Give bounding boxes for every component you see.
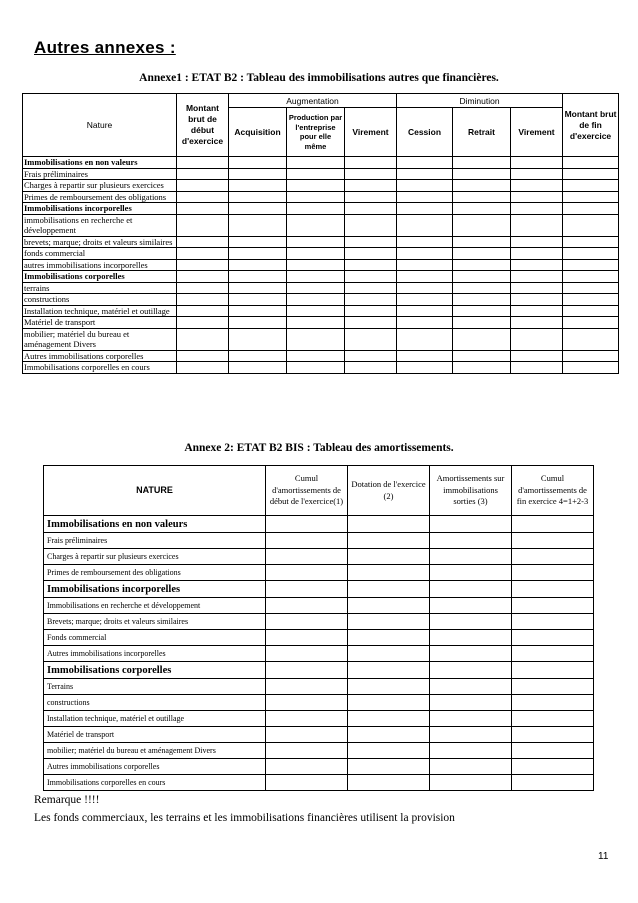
empty-cell[interactable]: [348, 581, 430, 598]
empty-cell[interactable]: [177, 157, 229, 169]
empty-cell[interactable]: [348, 759, 430, 775]
section-label: Immobilisations en non valeurs: [44, 516, 266, 533]
empty-cell[interactable]: [287, 350, 345, 362]
empty-cell[interactable]: [345, 282, 397, 294]
row-label: Autres immobilisations corporelles: [23, 350, 177, 362]
row-label: Brevets; marque; droits et valeurs similaires: [44, 614, 266, 630]
empty-cell[interactable]: [229, 271, 287, 283]
table-row: [44, 775, 594, 791]
empty-cell[interactable]: [512, 533, 594, 549]
empty-cell[interactable]: [563, 180, 619, 192]
empty-cell[interactable]: [266, 695, 348, 711]
empty-cell[interactable]: [177, 294, 229, 306]
empty-cell[interactable]: [287, 362, 345, 374]
empty-cell[interactable]: [229, 317, 287, 329]
empty-cell[interactable]: [397, 180, 453, 192]
row-label: Immobilisations corporelles en cours: [23, 362, 177, 374]
empty-cell[interactable]: [266, 759, 348, 775]
empty-cell[interactable]: [512, 581, 594, 598]
empty-cell[interactable]: [348, 516, 430, 533]
empty-cell[interactable]: [229, 294, 287, 306]
empty-cell[interactable]: [397, 214, 453, 236]
empty-cell[interactable]: [511, 157, 563, 169]
empty-cell[interactable]: [430, 549, 512, 565]
table-row: [44, 614, 594, 630]
table-row: [23, 214, 619, 236]
empty-cell[interactable]: [287, 305, 345, 317]
empty-cell[interactable]: [345, 168, 397, 180]
empty-cell[interactable]: [266, 549, 348, 565]
empty-cell[interactable]: [345, 214, 397, 236]
section-label: Immobilisations incorporelles: [44, 581, 266, 598]
empty-cell[interactable]: [512, 743, 594, 759]
empty-cell[interactable]: [397, 328, 453, 350]
empty-cell[interactable]: [266, 630, 348, 646]
empty-cell[interactable]: [177, 168, 229, 180]
empty-cell[interactable]: [563, 248, 619, 260]
immobilisations-table: [22, 93, 619, 374]
empty-cell[interactable]: [511, 362, 563, 374]
empty-cell[interactable]: [563, 271, 619, 283]
row-label: Fonds commercial: [44, 630, 266, 646]
header-virement-aug: Virement: [345, 108, 397, 157]
empty-cell[interactable]: [348, 727, 430, 743]
empty-cell[interactable]: [229, 214, 287, 236]
header-nature-2: NATURE: [44, 466, 266, 516]
empty-cell[interactable]: [430, 775, 512, 791]
empty-cell[interactable]: [511, 259, 563, 271]
empty-cell[interactable]: [287, 168, 345, 180]
row-label: Autres immobilisations incorporelles: [44, 646, 266, 662]
empty-cell[interactable]: [345, 157, 397, 169]
header-retrait: Retrait: [453, 108, 511, 157]
row-label: Installation technique, matériel et outillage: [44, 711, 266, 727]
empty-cell[interactable]: [397, 168, 453, 180]
empty-cell[interactable]: [512, 598, 594, 614]
table-row: [44, 743, 594, 759]
empty-cell[interactable]: [430, 743, 512, 759]
empty-cell[interactable]: [348, 614, 430, 630]
page-heading: Autres annexes :: [34, 38, 176, 57]
empty-cell[interactable]: [397, 203, 453, 215]
empty-cell[interactable]: [177, 248, 229, 260]
remark-title: Remarque !!!!: [34, 794, 100, 806]
empty-cell[interactable]: [511, 328, 563, 350]
empty-cell[interactable]: [287, 248, 345, 260]
empty-cell[interactable]: [453, 248, 511, 260]
table-row: [23, 191, 619, 203]
empty-cell[interactable]: [511, 203, 563, 215]
empty-cell[interactable]: [512, 727, 594, 743]
empty-cell[interactable]: [430, 565, 512, 581]
empty-cell[interactable]: [453, 168, 511, 180]
table-row: [23, 362, 619, 374]
empty-cell[interactable]: [512, 759, 594, 775]
empty-cell[interactable]: [430, 581, 512, 598]
empty-cell[interactable]: [287, 317, 345, 329]
table-row: [44, 727, 594, 743]
table-row: [23, 203, 619, 215]
empty-cell[interactable]: [511, 236, 563, 248]
empty-cell[interactable]: [177, 271, 229, 283]
empty-cell[interactable]: [266, 743, 348, 759]
empty-cell[interactable]: [430, 759, 512, 775]
row-label: Autres immobilisations corporelles: [44, 759, 266, 775]
empty-cell[interactable]: [397, 317, 453, 329]
empty-cell[interactable]: [563, 362, 619, 374]
empty-cell[interactable]: [266, 646, 348, 662]
header-diminution: Diminution: [397, 94, 563, 108]
empty-cell[interactable]: [229, 328, 287, 350]
empty-cell[interactable]: [348, 695, 430, 711]
empty-cell[interactable]: [430, 711, 512, 727]
empty-cell[interactable]: [511, 317, 563, 329]
table-row: [23, 259, 619, 271]
empty-cell[interactable]: [512, 775, 594, 791]
empty-cell[interactable]: [512, 711, 594, 727]
empty-cell[interactable]: [229, 203, 287, 215]
empty-cell[interactable]: [345, 191, 397, 203]
empty-cell[interactable]: [266, 662, 348, 679]
empty-cell[interactable]: [453, 214, 511, 236]
empty-cell[interactable]: [453, 328, 511, 350]
empty-cell[interactable]: [563, 191, 619, 203]
empty-cell[interactable]: [511, 248, 563, 260]
row-label: immobilisations en recherche et développement: [23, 214, 177, 236]
empty-cell[interactable]: [453, 294, 511, 306]
empty-cell[interactable]: [229, 157, 287, 169]
empty-cell[interactable]: [453, 236, 511, 248]
header-acquisition: Acquisition: [229, 108, 287, 157]
empty-cell[interactable]: [512, 679, 594, 695]
empty-cell[interactable]: [512, 549, 594, 565]
empty-cell[interactable]: [177, 236, 229, 248]
empty-cell[interactable]: [287, 294, 345, 306]
table-row: [44, 759, 594, 775]
empty-cell[interactable]: [430, 614, 512, 630]
empty-cell[interactable]: [348, 662, 430, 679]
section-label: Immobilisations incorporelles: [23, 203, 177, 215]
row-label: fonds commercial: [23, 248, 177, 260]
empty-cell[interactable]: [345, 259, 397, 271]
empty-cell[interactable]: [345, 271, 397, 283]
empty-cell[interactable]: [287, 157, 345, 169]
empty-cell[interactable]: [563, 259, 619, 271]
empty-cell[interactable]: [512, 662, 594, 679]
empty-cell[interactable]: [397, 157, 453, 169]
empty-cell[interactable]: [453, 203, 511, 215]
empty-cell[interactable]: [512, 614, 594, 630]
row-label: Frais préliminaires: [23, 168, 177, 180]
empty-cell[interactable]: [287, 203, 345, 215]
table-row: [23, 317, 619, 329]
empty-cell[interactable]: [229, 305, 287, 317]
empty-cell[interactable]: [563, 168, 619, 180]
empty-cell[interactable]: [563, 350, 619, 362]
empty-cell[interactable]: [345, 180, 397, 192]
empty-cell[interactable]: [229, 236, 287, 248]
empty-cell[interactable]: [397, 248, 453, 260]
empty-cell[interactable]: [177, 203, 229, 215]
empty-cell[interactable]: [453, 157, 511, 169]
empty-cell[interactable]: [453, 271, 511, 283]
table-row: [44, 516, 594, 533]
empty-cell[interactable]: [266, 727, 348, 743]
empty-cell[interactable]: [287, 191, 345, 203]
empty-cell[interactable]: [511, 294, 563, 306]
empty-cell[interactable]: [287, 259, 345, 271]
empty-cell[interactable]: [345, 294, 397, 306]
row-label: Charges à repartir sur plusieurs exercices: [44, 549, 266, 565]
table-row: [23, 180, 619, 192]
header-amort-out: Amortissements sur immobilisations sorties (3): [430, 466, 512, 516]
row-label: Matériel de transport: [44, 727, 266, 743]
empty-cell[interactable]: [453, 180, 511, 192]
empty-cell[interactable]: [287, 328, 345, 350]
empty-cell[interactable]: [563, 203, 619, 215]
table-row: [23, 168, 619, 180]
empty-cell[interactable]: [397, 271, 453, 283]
empty-cell[interactable]: [430, 695, 512, 711]
row-label: Matériel de transport: [23, 317, 177, 329]
empty-cell[interactable]: [345, 236, 397, 248]
empty-cell[interactable]: [511, 180, 563, 192]
amortissements-table: [43, 465, 594, 791]
empty-cell[interactable]: [345, 305, 397, 317]
header-production: Production par l'entreprise pour elle même: [287, 108, 345, 157]
empty-cell[interactable]: [512, 646, 594, 662]
empty-cell[interactable]: [348, 646, 430, 662]
empty-cell[interactable]: [345, 328, 397, 350]
empty-cell[interactable]: [430, 679, 512, 695]
empty-cell[interactable]: [266, 598, 348, 614]
empty-cell[interactable]: [348, 565, 430, 581]
section-label: Immobilisations corporelles: [23, 271, 177, 283]
header-gross-end: Montant brut de fin d'exercice: [563, 94, 619, 157]
empty-cell[interactable]: [348, 711, 430, 727]
empty-cell[interactable]: [512, 565, 594, 581]
header-gross-start: Montant brut de début d'exercice: [177, 94, 229, 157]
table-row: [44, 711, 594, 727]
table-row: [44, 630, 594, 646]
empty-cell[interactable]: [512, 695, 594, 711]
empty-cell[interactable]: [348, 630, 430, 646]
row-label: mobilier; matériel du bureau et aménagement Divers: [23, 328, 177, 350]
empty-cell[interactable]: [345, 317, 397, 329]
empty-cell[interactable]: [397, 259, 453, 271]
table-row: [23, 157, 619, 169]
empty-cell[interactable]: [266, 516, 348, 533]
row-label: Frais préliminaires: [44, 533, 266, 549]
empty-cell[interactable]: [177, 259, 229, 271]
table-row: [44, 549, 594, 565]
row-label: Terrains: [44, 679, 266, 695]
table-row: [44, 533, 594, 549]
empty-cell[interactable]: [348, 743, 430, 759]
remark-text: Les fonds commerciaux, les terrains et les immobilisations financières utilisent la provision: [34, 812, 455, 824]
table-row: [23, 294, 619, 306]
empty-cell[interactable]: [177, 282, 229, 294]
empty-cell[interactable]: [430, 598, 512, 614]
empty-cell[interactable]: [229, 248, 287, 260]
row-label: constructions: [23, 294, 177, 306]
empty-cell[interactable]: [397, 362, 453, 374]
empty-cell[interactable]: [266, 679, 348, 695]
empty-cell[interactable]: [397, 305, 453, 317]
empty-cell[interactable]: [512, 630, 594, 646]
empty-cell[interactable]: [453, 362, 511, 374]
table-row: [23, 236, 619, 248]
empty-cell[interactable]: [563, 236, 619, 248]
empty-cell[interactable]: [266, 775, 348, 791]
header-cession: Cession: [397, 108, 453, 157]
header-cumul-end: Cumul d'amortissements de fin exercice 4=1+2-3: [512, 466, 594, 516]
empty-cell[interactable]: [397, 191, 453, 203]
empty-cell[interactable]: [430, 533, 512, 549]
header-dotation: Dotation de l'exercice (2): [348, 466, 430, 516]
table-row: [44, 662, 594, 679]
row-label: terrains: [23, 282, 177, 294]
header-cumul-start: Cumul d'amortissements de début de l'exercice(1): [266, 466, 348, 516]
empty-cell[interactable]: [177, 362, 229, 374]
empty-cell[interactable]: [348, 775, 430, 791]
empty-cell[interactable]: [511, 191, 563, 203]
empty-cell[interactable]: [563, 305, 619, 317]
empty-cell[interactable]: [453, 191, 511, 203]
empty-cell[interactable]: [229, 168, 287, 180]
empty-cell[interactable]: [511, 168, 563, 180]
empty-cell[interactable]: [563, 214, 619, 236]
empty-cell[interactable]: [266, 581, 348, 598]
empty-cell[interactable]: [345, 248, 397, 260]
empty-cell[interactable]: [266, 711, 348, 727]
empty-cell[interactable]: [287, 271, 345, 283]
empty-cell[interactable]: [345, 350, 397, 362]
table-row: [23, 271, 619, 283]
empty-cell[interactable]: [430, 630, 512, 646]
row-label: constructions: [44, 695, 266, 711]
empty-cell[interactable]: [229, 282, 287, 294]
section-label: Immobilisations corporelles: [44, 662, 266, 679]
empty-cell[interactable]: [177, 317, 229, 329]
table-row: [44, 565, 594, 581]
empty-cell[interactable]: [229, 259, 287, 271]
table-row: [23, 282, 619, 294]
page-number: 11: [598, 851, 609, 862]
table-row: [44, 679, 594, 695]
row-label: Installation technique, matériel et outillage: [23, 305, 177, 317]
table-row: [23, 248, 619, 260]
empty-cell[interactable]: [430, 727, 512, 743]
empty-cell[interactable]: [453, 282, 511, 294]
empty-cell[interactable]: [348, 598, 430, 614]
table-row: [44, 646, 594, 662]
empty-cell[interactable]: [287, 180, 345, 192]
empty-cell[interactable]: [563, 317, 619, 329]
empty-cell[interactable]: [453, 350, 511, 362]
empty-cell[interactable]: [229, 362, 287, 374]
empty-cell[interactable]: [563, 328, 619, 350]
empty-cell[interactable]: [397, 294, 453, 306]
row-label: autres immobilisations incorporelles: [23, 259, 177, 271]
table-row: [44, 581, 594, 598]
empty-cell[interactable]: [512, 516, 594, 533]
empty-cell[interactable]: [511, 305, 563, 317]
empty-cell[interactable]: [511, 271, 563, 283]
table-row: [23, 350, 619, 362]
empty-cell[interactable]: [266, 614, 348, 630]
header-virement-dim: Virement: [511, 108, 563, 157]
empty-cell[interactable]: [345, 362, 397, 374]
row-label: Immobilisations corporelles en cours: [44, 775, 266, 791]
empty-cell[interactable]: [348, 533, 430, 549]
empty-cell[interactable]: [397, 282, 453, 294]
header-nature: Nature: [23, 94, 177, 157]
empty-cell[interactable]: [177, 305, 229, 317]
row-label: Immobilisations en recherche et développement: [44, 598, 266, 614]
empty-cell[interactable]: [348, 549, 430, 565]
table-row: [23, 328, 619, 350]
empty-cell[interactable]: [348, 679, 430, 695]
empty-cell[interactable]: [345, 203, 397, 215]
empty-cell[interactable]: [229, 191, 287, 203]
annex2-caption: Annexe 2: ETAT B2 BIS : Tableau des amortissements.: [184, 442, 454, 454]
empty-cell[interactable]: [229, 350, 287, 362]
row-label: Charges à repartir sur plusieurs exercices: [23, 180, 177, 192]
empty-cell[interactable]: [177, 214, 229, 236]
empty-cell[interactable]: [453, 305, 511, 317]
empty-cell[interactable]: [266, 533, 348, 549]
empty-cell[interactable]: [453, 317, 511, 329]
empty-cell[interactable]: [287, 214, 345, 236]
empty-cell[interactable]: [511, 282, 563, 294]
empty-cell[interactable]: [397, 350, 453, 362]
empty-cell[interactable]: [266, 565, 348, 581]
header-augmentation: Augmentation: [229, 94, 397, 108]
row-label: mobilier; matériel du bureau et aménagement Divers: [44, 743, 266, 759]
row-label: Primes de remboursement des obligations: [23, 191, 177, 203]
empty-cell[interactable]: [430, 662, 512, 679]
empty-cell[interactable]: [177, 328, 229, 350]
annex1-caption: Annexe1 : ETAT B2 : Tableau des immobilisations autres que financières.: [139, 72, 499, 84]
empty-cell[interactable]: [563, 157, 619, 169]
empty-cell[interactable]: [511, 214, 563, 236]
empty-cell[interactable]: [563, 282, 619, 294]
empty-cell[interactable]: [177, 191, 229, 203]
empty-cell[interactable]: [287, 282, 345, 294]
empty-cell[interactable]: [397, 236, 453, 248]
empty-cell[interactable]: [563, 294, 619, 306]
empty-cell[interactable]: [453, 259, 511, 271]
section-label: Immobilisations en non valeurs: [23, 157, 177, 169]
row-label: brevets; marque; droits et valeurs similaires: [23, 236, 177, 248]
table-row: [23, 305, 619, 317]
empty-cell[interactable]: [511, 350, 563, 362]
table-row: [44, 695, 594, 711]
empty-cell[interactable]: [177, 180, 229, 192]
table-row: [44, 598, 594, 614]
empty-cell[interactable]: [177, 350, 229, 362]
empty-cell[interactable]: [430, 646, 512, 662]
empty-cell[interactable]: [287, 236, 345, 248]
empty-cell[interactable]: [229, 180, 287, 192]
row-label: Primes de remboursement des obligations: [44, 565, 266, 581]
empty-cell[interactable]: [430, 516, 512, 533]
